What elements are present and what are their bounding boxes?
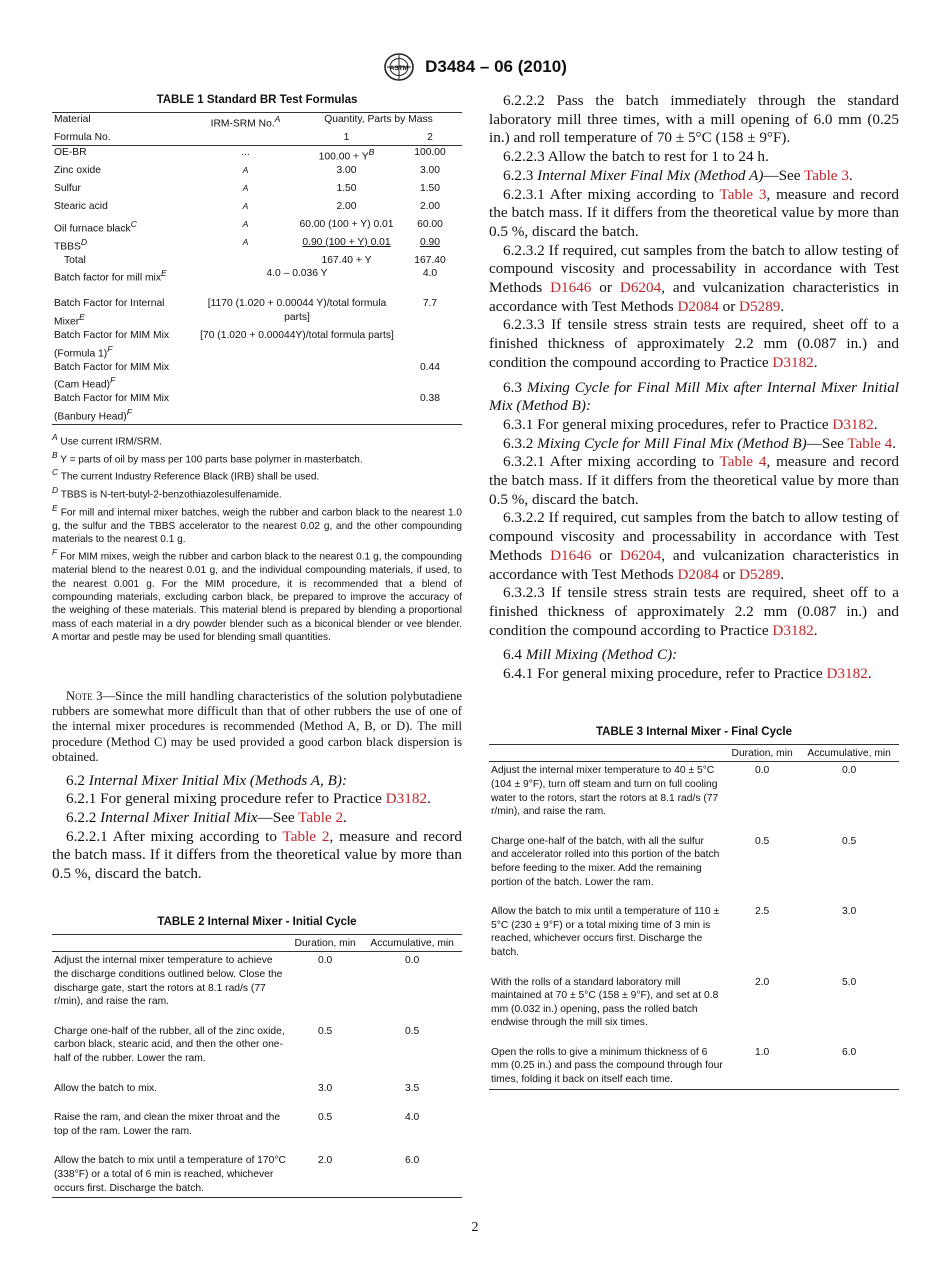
table2 <box>52 934 462 1198</box>
table3-col-duration: Duration, min <box>725 744 799 762</box>
section-6-3-2-2: 6.3.2.2 If required, cut samples from the batch to allow testing of compound viscosity and processability in accordance with Test Methods D1646 or D6204, and vulcanization characteristics in accordance with Test Methods D2084 or D5289. <box>489 509 900 583</box>
table2-caption: TABLE 2 Internal Mixer - Initial Cycle <box>157 915 357 928</box>
section-6-2-2-2: 6.2.2.2 Pass the batch immediately through the standard laboratory mill three times, with a mill opening of 6.0 mm (0.25 in.) and roll temperature of 70 ± 5°C (158 ± 9°F). <box>489 92 899 147</box>
table-row: OE-BR ... $100.00 + Y^B$ 100.00 <box>54 146 446 163</box>
table3-col-accumulative: Accumulative, min <box>799 744 899 762</box>
table-row: Batch factor for mill mix$^E$ 4.0 – 0.036 Y 4.0 <box>54 268 438 284</box>
ref-link[interactable]: D3182 <box>826 665 868 683</box>
table1-subheader-row <box>52 131 462 145</box>
table1-col-quantity: Quantity, Parts by Mass <box>295 113 462 132</box>
table-row: Oil furnace black$^C$ $^A$ 60.00 (100 + Y) 0.01 60.00 <box>54 218 443 235</box>
ref-link[interactable]: D5289 <box>739 297 781 315</box>
page-header <box>0 52 950 82</box>
ref-link[interactable]: D3182 <box>772 353 814 371</box>
ref-link[interactable]: D3182 <box>772 621 814 639</box>
ref-link[interactable]: D6204 <box>619 546 662 564</box>
section-6-2-2-1: 6.2.2.1 After mixing according to Table 2, measure and record the batch mass. If it differs from the theoretical value by more than 0.5 %, discard the batch. <box>52 827 463 883</box>
table-row: Adjust the internal mixer temperature to 40 ± 5°C (104 ± 9°F), turn off steam and turn on full cooling water to the rotors, start the rotors at 8.1 rad/s (77 r/min), and raise the ram. 0.0 0.0 <box>491 765 857 818</box>
section-6-2: 6.2 Internal Mixer Initial Mix (Methods A, B): <box>66 771 348 789</box>
ref-link[interactable]: Table 2 <box>282 827 330 845</box>
table-row: Charge one-half of the rubber, all of the zinc oxide, carbon black, stearic acid, and then the other one-half of the rubber. Lower the ram. 0.5 0.5 <box>54 1025 420 1064</box>
footnote: $^B$ Y = parts of oil by mass per 100 parts base polymer in masterbatch. <box>52 449 363 465</box>
table-row: Batch Factor for MIM Mix (Banbury Head)$^F$ 0.38 <box>52 392 462 424</box>
svg-text:ASTM: ASTM <box>389 65 409 72</box>
table-row: With the rolls of a standard laboratory mill maintained at 70 ± 5°C (158 ± 9°F), and set at 0.8 mm (0.032 in.) opening, pass the rolled batch endwise through the mill six times. 2.0 5.0 <box>491 976 857 1029</box>
table1-header-row <box>52 113 462 132</box>
table1-formula-label: Formula No. <box>52 131 196 145</box>
ref-link[interactable]: Table 4 <box>719 453 767 471</box>
section-6-2-3-1: 6.2.3.1 After mixing according to Table 3, measure and record the batch mass. If it differs from the theoretical value by more than 0.5 %, discard the batch. <box>489 185 900 240</box>
ref-link[interactable]: D3182 <box>385 790 428 808</box>
table1-formula-1: 1 <box>295 131 398 145</box>
table1 <box>52 112 462 425</box>
footnote: $^A$ Use current IRM/SRM. <box>52 431 162 448</box>
table1-col-irm: IRM-SRM No.$^A$ <box>196 113 295 132</box>
table-row: Batch Factor for MIM Mix (Formula 1)$^F$ [70 (1.020 + 0.00044Y)/total formula parts] <box>54 329 394 359</box>
table-row: Zinc oxide $^A$ 3.00 3.00 <box>54 164 441 176</box>
table-row: Batch Factor for MIM Mix (Cam Head)$^F$ 0.44 <box>54 361 441 391</box>
footnote: $^D$ TBBS is N-tert-butyl-2-benzothiazolesulfenamide. <box>52 485 282 501</box>
ref-link[interactable]: D3182 <box>832 415 874 433</box>
left-column <box>52 92 462 1198</box>
right-column <box>489 92 899 1090</box>
footnote: $^F$ For MIM mixes, weigh the rubber and carbon black to the nearest 0.1 g, the compounding material blend to the nearest 0.01 g, and the individual compounding materials, if used, to the nearest 0.001 g. For the MIM procedure, it is recommended that a blend of compounding materials, excluding carbon black, be prepared to improve the accuracy of the weighing of these materials. This material blend is prepared by blending a proportional mass of each material in a dry powder blender such as a biconical blender or vee blender. A mortar and pestle may be used for blending small quantities. <box>52 547 462 644</box>
table-row: Allow the batch to mix. 3.0 3.5 <box>54 1082 420 1094</box>
section-6-4: 6.4 Mill Mixing (Method C): <box>503 646 678 664</box>
section-6-4-1: 6.4.1 For general mixing procedure, refer to Practice D3182. <box>503 665 872 683</box>
table-row: Open the rolls to give a minimum thickness of 6 mm (0.25 in.) and pass the compound through four times, folding it back on itself each time. 1.0 6.0 <box>489 1044 899 1089</box>
ref-link[interactable]: Table 4 <box>847 434 893 452</box>
note-3: Note 3—Since the mill handling characteristics of the solution polybutadiene rubbers are somewhat more difficult than that of other rubbers the use of one of the internal mixer procedures is recommended (Method A, B, or D). The mill procedure (Method C) may be used provided a good carbon black dispersion is obtained. <box>52 688 462 765</box>
ref-link[interactable]: D1646 <box>550 546 592 564</box>
table-row: Charge one-half of the batch, with all the sulfur and accelerator rolled into this portion of the batch before feeding to the mixer. Add the remaining portion of the batch. Lower the ram. 0.5 0.5 <box>491 835 857 888</box>
table-row: Stearic acid $^A$ 2.00 2.00 <box>54 200 441 212</box>
section-6-2-1: 6.2.1 For general mixing procedure refer to Practice D3182. <box>66 790 431 808</box>
section-6-3-2: 6.3.2 Mixing Cycle for Mill Final Mix (Method B)—See Table 4. <box>503 434 897 452</box>
table1-footnotes <box>52 431 462 645</box>
table-row: Batch Factor for Internal Mixer$^E$ [1170 (1.020 + 0.00044 Y)/total formula parts] 7.7 <box>54 298 438 328</box>
table-row: Allow the batch to mix until a temperature of 110 ± 5°C (230 ± 9°F) or a total mixing time of 3 min is reached, whichever occurs first. Discharge the batch. 2.5 3.0 <box>491 906 857 958</box>
ref-link[interactable]: D5289 <box>739 565 781 583</box>
table-row: Adjust the internal mixer temperature to achieve the discharge conditions outlined below. Close the discharge gate, start the rotors at 8.1 rad/s (77 r/min), and raise the ram. 0.0 0.0 <box>54 955 420 1008</box>
section-6-2-3-2: 6.2.3.2 If required, cut samples from the batch to allow testing of compound viscosity and processability in accordance with Test Methods D1646 or D6204, and vulcanization characteristics in accordance with Test Methods D2084 or D5289. <box>489 241 900 315</box>
table-row: Raise the ram, and clean the mixer throat and the top of the ram. Lower the ram. 0.5 4.0 <box>54 1112 420 1137</box>
table-row: Allow the batch to mix until a temperature of 170°C (338°F) or a total of 6 min is reached, whichever occurs first. Discharge the batch. 2.0 6.0 <box>52 1152 462 1197</box>
table-row: $TBBS^D$ $^A$ 0.90 (100 + Y) 0.01 0.90 <box>54 236 441 253</box>
section-6-2-3: 6.2.3 Internal Mixer Final Mix (Method A)—See Table 3. <box>503 166 853 184</box>
document-title: D3484 – 06 (2010) <box>425 57 567 76</box>
ref-link[interactable]: Table 2 <box>298 809 344 827</box>
table3-caption: TABLE 3 Internal Mixer - Final Cycle <box>596 725 792 738</box>
ref-link[interactable]: D1646 <box>550 279 592 297</box>
section-6-2-2-3: 6.2.2.3 Allow the batch to rest for 1 to 24 h. <box>503 148 769 166</box>
astm-logo-icon <box>383 52 415 82</box>
footnote: $^E$ For mill and internal mixer batches, weigh the rubber and carbon black to the nearest 1.0 g, the sulfur and the TBBS accelerator to the nearest 0.02 g, and the other compounding materials to the nearest 0.1 g. <box>52 502 462 545</box>
ref-link[interactable]: D6204 <box>619 279 662 297</box>
ref-link[interactable]: D2084 <box>677 565 719 583</box>
table3 <box>489 744 899 1090</box>
footnote: $^C$ The current Industry Reference Black (IRB) shall be used. <box>52 467 320 483</box>
ref-link[interactable]: Table 3 <box>719 185 767 203</box>
table-row: Total 167.40 + Y 167.40 <box>64 254 446 266</box>
section-6-3-2-3: 6.3.2.3 If tensile stress strain tests are required, sheet off to a finished thickness of approximately 2.2 mm (0.087 in.) and condition the compound according to Practice D3182. <box>489 584 899 639</box>
table1-formula-2: 2 <box>398 131 462 145</box>
ref-link[interactable]: D2084 <box>677 297 719 315</box>
section-6-2-3-3: 6.2.3.3 If tensile stress strain tests are required, sheet off to a finished thickness of approximately 2.2 mm (0.087 in.) and condition the compound according to Practice D3182. <box>489 316 899 371</box>
section-6-2-2: 6.2.2 Internal Mixer Initial Mix—See Table 2. <box>66 809 347 827</box>
table1-col-material: Material <box>52 113 196 132</box>
section-6-3-1: 6.3.1 For general mixing procedures, refer to Practice D3182. <box>503 415 878 433</box>
table1-caption: TABLE 1 Standard BR Test Formulas <box>156 94 358 106</box>
page-number: 2 <box>471 1220 479 1235</box>
section-6-3: 6.3 Mixing Cycle for Final Mill Mix after Internal Mixer Initial Mix (Method B): <box>489 378 900 415</box>
table2-col-duration: Duration, min <box>288 934 362 952</box>
section-6-3-2-1: 6.3.2.1 After mixing according to Table 4, measure and record the batch mass. If it differs from the theoretical value by more than 0.5 %, discard the batch. <box>489 453 900 508</box>
table2-col-accumulative: Accumulative, min <box>362 934 462 952</box>
table-row: Sulfur $^A$ 1.50 1.50 <box>54 182 441 194</box>
ref-link[interactable]: Table 3 <box>804 166 849 184</box>
